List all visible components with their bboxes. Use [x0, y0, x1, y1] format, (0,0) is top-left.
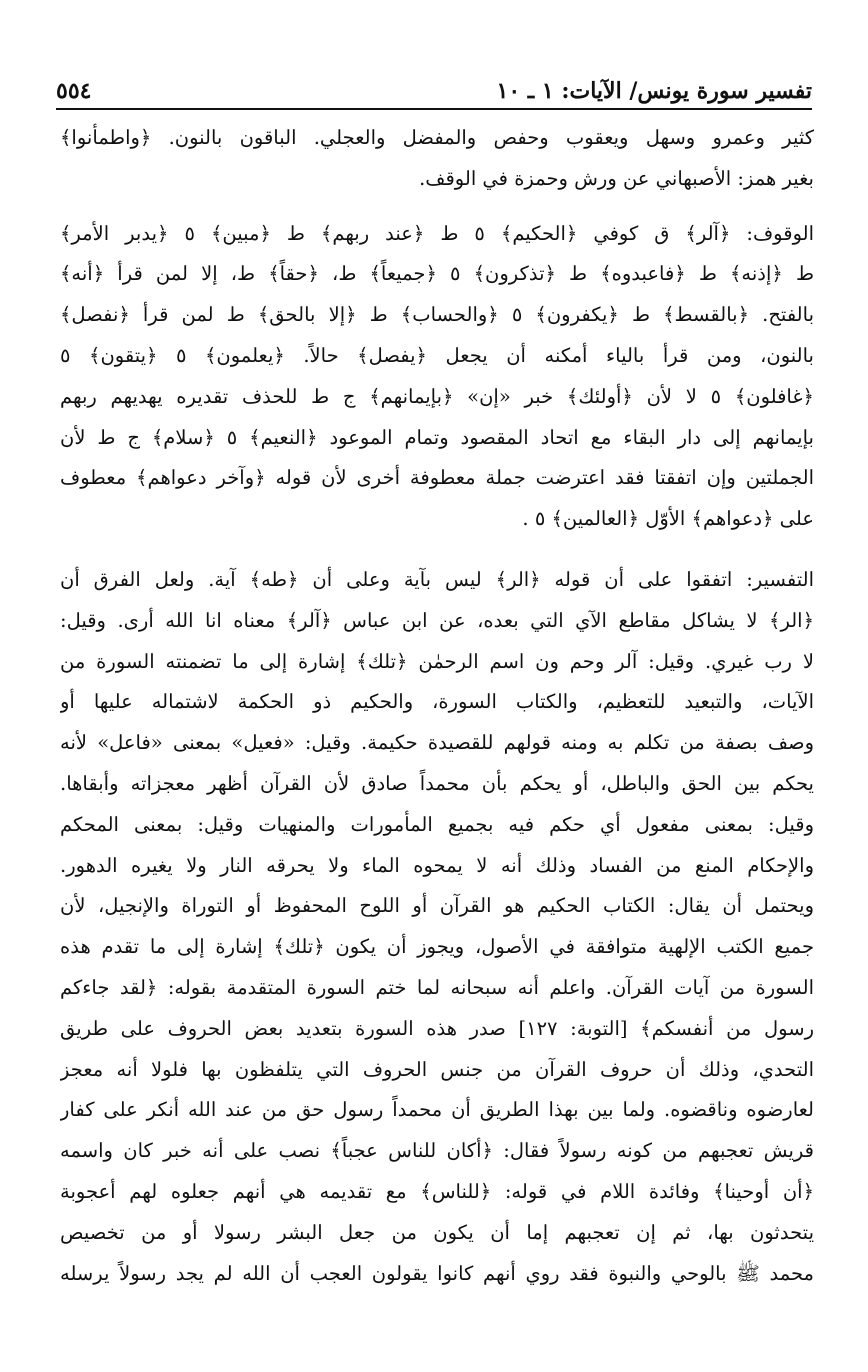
- text-line: التحدي، وذلك أن حروف القرآن من جنس الحروف التي يتلفظون بها فلولا أنه معجز: [60, 1057, 814, 1081]
- text-line: يتحدثون بها، ثم إن تعجبهم إما أن يكون من جعل البشر رسولا أو من تخصيص: [60, 1220, 814, 1244]
- text-line: محمد ﷺ بالوحي والنبوة فقد روي أنهم كانوا يقولون العجب أن الله لم يجد رسولاً يرسله: [60, 1261, 814, 1285]
- text-line: التفسير: اتفقوا على أن قوله ﴿الر﴾ ليس بآية وعلى أن ﴿طه﴾ آية. ولعل الفرق أن: [60, 567, 814, 591]
- running-title: تفسير سورة يونس/ الآيات: ١ ـ ١٠: [496, 78, 812, 104]
- paragraph-readings: [60, 118, 814, 200]
- text-line: لعارضوه وناقضوه. ولما بين بهذا الطريق أن محمداً رسول حق من عند الله أنكر على كفار: [60, 1098, 814, 1122]
- text-line: الآيات، والتبعيد للتعظيم، والكتاب السورة، والحكيم ذو الحكمة لاشتماله عليها أو: [60, 690, 814, 714]
- text-line: يحكم بين الحق والباطل، أو يحكم بأن محمداً صادق لأن القرآن أظهر معجزاته وأبقاها.: [60, 771, 814, 795]
- text-line: على ﴿دعواهم﴾ الأوّل ﴿العالمين﴾ ٥ .: [522, 507, 814, 531]
- text-line: وقيل: بمعنى مفعول أي حكم فيه بجميع المأمورات والمنهيات وقيل: بمعنى المحكم: [60, 812, 814, 836]
- page-body: [60, 118, 814, 1294]
- paragraph-wuquf: [60, 214, 814, 540]
- text-line: بالفتح. ﴿بالقسط﴾ ط ﴿يكفرون﴾ ٥ ﴿والحساب﴾ ط ﴿إلا بالحق﴾ ط لمن قرأ ﴿نفصل﴾: [60, 303, 814, 327]
- text-line: وصف بصفة من تكلم به ومنه قولهم للقصيدة حكيمة. وقيل: «فعيل» بمعنى «فاعل» لأنه: [60, 731, 814, 755]
- text-line: ﴿غافلون﴾ ٥ لا لأن ﴿أولئك﴾ خبر «إن» ﴿بإيمانهم﴾ ج ط للحذف تقديره يهديهم ربهم: [60, 384, 814, 408]
- text-line: ويحتمل أن يقال: الكتاب الحكيم هو القرآن أو اللوح المحفوظ أو التوراة والإنجيل، لأن: [60, 894, 814, 918]
- text-line: جميع الكتب الإلهية متوافقة في الأصول، ويجوز أن يكون ﴿تلك﴾ إشارة إلى ما تقدم هذه: [60, 935, 814, 959]
- text-line: الوقوف: ﴿آلر﴾ ق كوفي ﴿الحكيم﴾ ٥ ط ﴿عند ربهم﴾ ط ﴿مبين﴾ ٥ ﴿يدبر الأمر﴾: [60, 221, 814, 245]
- text-line: ﴿أن أوحينا﴾ وفائدة اللام في قوله: ﴿للناس﴾ مع تقديمه هي أنهم جعلوه لهم أعجوبة: [60, 1179, 814, 1203]
- running-header: [56, 66, 812, 110]
- text-line: رسول من أنفسكم﴾ [التوبة: ١٢٧] صدر هذه السورة بتعديد بعض الحروف على طريق: [60, 1016, 814, 1040]
- text-line: بالنون، ومن قرأ بالياء أمكنه أن يجعل ﴿يفصل﴾ حالاً. ﴿يعلمون﴾ ٥ ﴿يتقون﴾ ٥: [60, 343, 814, 367]
- text-line: بغير همز: الأصبهاني عن ورش وحمزة في الوقف.: [419, 166, 814, 190]
- paragraph-tafsir: [60, 560, 814, 1294]
- text-line: ط ﴿إذنه﴾ ط ﴿فاعبدوه﴾ ط ﴿تذكرون﴾ ٥ ﴿جميعاً﴾ ط، ﴿حقاً﴾ ط، إلا لمن قرأ ﴿أنه﴾: [60, 262, 814, 286]
- text-line: لا رب غيري. وقيل: آلر وحم ون اسم الرحمٰن ﴿تلك﴾ إشارة إلى ما تضمنته السورة من: [60, 649, 814, 673]
- text-line: الجملتين وإن اتفقتا فقد اعترضت جملة معطوفة أخرى لأن قوله ﴿وآخر دعواهم﴾ معطوف: [60, 466, 814, 490]
- text-line: كثير وعمرو وسهل ويعقوب وحفص والمفضل والعجلي. الباقون بالنون. ﴿واطمأنوا﴾: [60, 126, 814, 149]
- text-line: السورة من آيات القرآن. واعلم أنه سبحانه لما ختم السورة المتقدمة بقوله: ﴿لقد جاءكم: [60, 975, 814, 999]
- text-line: والإحكام المنع من الفساد وذلك أنه لا يمحوه الماء ولا يحرقه النار ولا يغيره الدهور.: [60, 853, 814, 877]
- page-number: ٥٥٤: [56, 78, 92, 104]
- text-line: ﴿الر﴾ لا يشاكل مقاطع الآي التي بعده، عن ابن عباس ﴿آلر﴾ معناه انا الله أرى. وقيل:: [60, 608, 814, 632]
- text-line: قريش تعجبهم من كونه رسولاً فقال: ﴿أكان للناس عجباً﴾ نصب على أنه خبر كان واسمه: [60, 1139, 814, 1163]
- text-line: بإيمانهم إلى دار البقاء مع اتحاد المقصود وتمام الموعود ﴿النعيم﴾ ٥ ﴿سلام﴾ ج ط لأن: [60, 425, 814, 449]
